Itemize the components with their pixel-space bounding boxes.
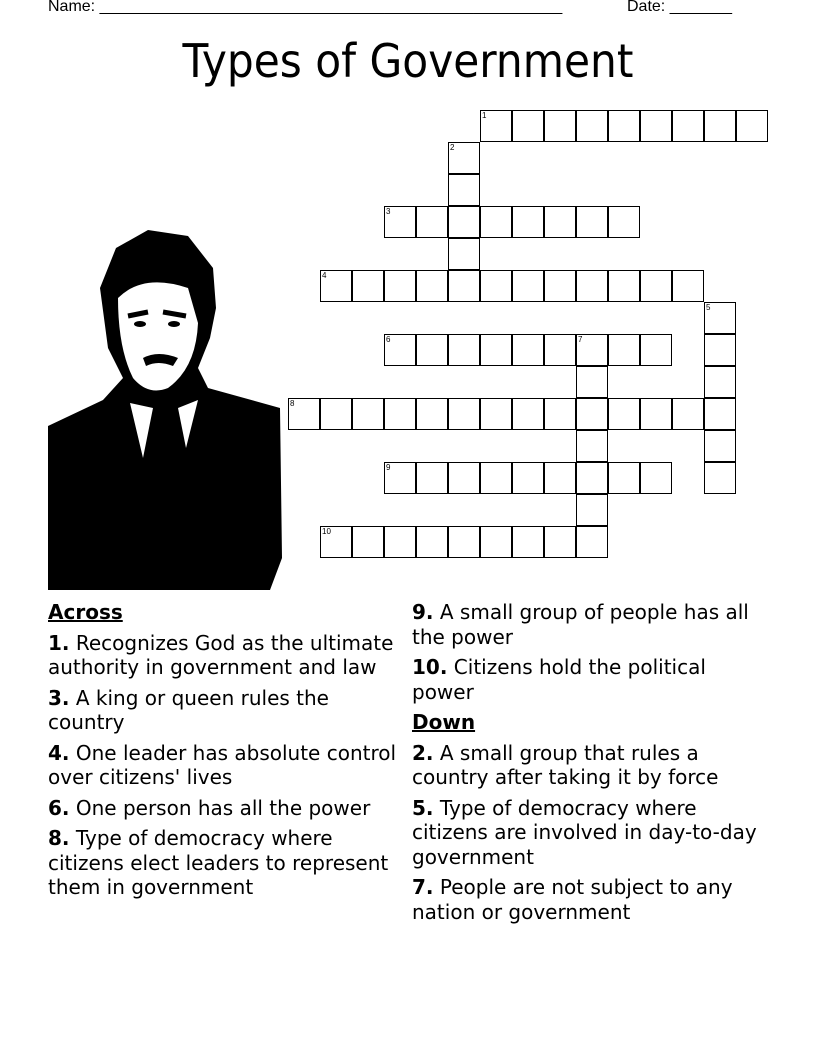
- crossword-cell[interactable]: [384, 462, 416, 494]
- crossword-cell[interactable]: [544, 334, 576, 366]
- date-field[interactable]: [627, 0, 732, 16]
- crossword-cell[interactable]: [448, 270, 480, 302]
- crossword-cell[interactable]: [576, 526, 608, 558]
- crossword-cell[interactable]: [448, 334, 480, 366]
- crossword-cell[interactable]: [320, 398, 352, 430]
- crossword-cell[interactable]: [576, 494, 608, 526]
- clue-num: 3.: [48, 685, 70, 710]
- crossword-cell[interactable]: [352, 526, 384, 558]
- crossword-cell[interactable]: [672, 110, 704, 142]
- crossword-cell[interactable]: [480, 462, 512, 494]
- clue-number: 5: [706, 303, 711, 312]
- clue-number: 2: [450, 143, 455, 152]
- clue-num: 10.: [412, 655, 448, 679]
- crossword-cell[interactable]: [416, 206, 448, 238]
- crossword-cell[interactable]: [512, 462, 544, 494]
- clue-item: [48, 686, 398, 735]
- crossword-cell[interactable]: [320, 270, 352, 302]
- crossword-cell[interactable]: [512, 526, 544, 558]
- crossword-cell[interactable]: [640, 462, 672, 494]
- clue-number: 6: [386, 335, 391, 344]
- crossword-cell[interactable]: [576, 398, 608, 430]
- crossword-cell[interactable]: [704, 398, 736, 430]
- crossword-cell[interactable]: [448, 398, 480, 430]
- crossword-cell[interactable]: [640, 110, 672, 142]
- clue-text: A small group that rules a country after taking it by force: [412, 740, 719, 789]
- crossword-cell[interactable]: [544, 206, 576, 238]
- crossword-cell[interactable]: [384, 270, 416, 302]
- crossword-cell[interactable]: [544, 270, 576, 302]
- crossword-cell[interactable]: [576, 366, 608, 398]
- crossword-cell[interactable]: [480, 334, 512, 366]
- crossword-cell[interactable]: [608, 398, 640, 430]
- crossword-cell[interactable]: [288, 398, 320, 430]
- clue-number: 9: [386, 463, 391, 472]
- portrait-image: [48, 228, 282, 590]
- clue-item: [48, 796, 398, 821]
- crossword-cell[interactable]: [672, 270, 704, 302]
- clue-number: 10: [322, 527, 331, 536]
- clue-num: 5.: [412, 795, 434, 820]
- clue-num: 2.: [412, 740, 434, 765]
- clue-text: Recognizes God as the ultimate authority in government and law: [48, 630, 394, 679]
- clue-number: 4: [322, 271, 327, 280]
- clue-text: One leader has absolute control over citizens' lives: [48, 740, 397, 789]
- clue-item: [412, 655, 762, 704]
- crossword-cell[interactable]: [448, 206, 480, 238]
- crossword-cell[interactable]: [544, 462, 576, 494]
- clue-item: [412, 741, 762, 790]
- clue-number: 7: [578, 335, 583, 344]
- crossword-cell[interactable]: [544, 110, 576, 142]
- crossword-cell[interactable]: [448, 462, 480, 494]
- crossword-cell[interactable]: [736, 110, 768, 142]
- crossword-cell[interactable]: [672, 398, 704, 430]
- crossword-cell[interactable]: [608, 334, 640, 366]
- crossword-cell[interactable]: [512, 110, 544, 142]
- crossword-cell[interactable]: [480, 270, 512, 302]
- crossword-cell[interactable]: [640, 398, 672, 430]
- crossword-cell[interactable]: [416, 270, 448, 302]
- clue-num: 1.: [48, 630, 70, 655]
- crossword-cell[interactable]: [704, 110, 736, 142]
- crossword-cell[interactable]: [576, 110, 608, 142]
- clue-item: [48, 631, 398, 680]
- clue-text: Type of democracy where citizens are involved in day-to-day government: [412, 795, 757, 869]
- clue-num: 9.: [412, 600, 434, 624]
- clue-text: Citizens hold the political power: [412, 655, 706, 704]
- clue-item: [412, 600, 762, 649]
- crossword-cell[interactable]: [512, 206, 544, 238]
- name-line[interactable]: ____________________________________________________: [99, 0, 563, 15]
- crossword-cell[interactable]: [608, 462, 640, 494]
- crossword-cell[interactable]: [704, 462, 736, 494]
- clue-num: 8.: [48, 826, 70, 850]
- crossword-cell[interactable]: [384, 206, 416, 238]
- crossword-cell[interactable]: [704, 302, 736, 334]
- crossword-cell[interactable]: [352, 270, 384, 302]
- crossword-cell[interactable]: [352, 398, 384, 430]
- crossword-cell[interactable]: [640, 270, 672, 302]
- clue-item: [412, 875, 762, 924]
- clue-text: Type of democracy where citizens elect leaders to represent them in government: [48, 826, 389, 899]
- crossword-cell[interactable]: [448, 174, 480, 206]
- crossword-cell[interactable]: [576, 270, 608, 302]
- crossword-cell[interactable]: [576, 334, 608, 366]
- date-line[interactable]: _______: [669, 0, 732, 15]
- across-clues: [48, 600, 398, 906]
- crossword-cell[interactable]: [320, 526, 352, 558]
- clue-item: [412, 796, 762, 870]
- clue-number: 3: [386, 207, 391, 216]
- crossword-cell[interactable]: [576, 206, 608, 238]
- crossword-cell[interactable]: [608, 270, 640, 302]
- clue-num: 7.: [412, 875, 434, 899]
- crossword-cell[interactable]: [480, 206, 512, 238]
- crossword-cell[interactable]: [608, 110, 640, 142]
- clue-item: [48, 826, 398, 900]
- crossword-cell[interactable]: [704, 334, 736, 366]
- crossword-cell[interactable]: [448, 142, 480, 174]
- across-heading: Across: [48, 600, 123, 624]
- down-heading: Down: [412, 710, 476, 734]
- crossword-cell[interactable]: [512, 270, 544, 302]
- clue-text: People are not subject to any nation or government: [412, 875, 733, 924]
- crossword-cell[interactable]: [512, 334, 544, 366]
- crossword-cell[interactable]: [416, 398, 448, 430]
- crossword-cell[interactable]: [544, 398, 576, 430]
- crossword-cell[interactable]: [640, 334, 672, 366]
- crossword-cell[interactable]: [480, 526, 512, 558]
- name-field[interactable]: [48, 0, 562, 16]
- clue-item: [48, 741, 398, 790]
- clue-text: One person has all the power: [75, 795, 371, 820]
- crossword-cell[interactable]: [416, 462, 448, 494]
- crossword-cell[interactable]: [416, 334, 448, 366]
- date-label: Date:: [627, 0, 666, 15]
- clue-num: 6.: [48, 795, 70, 820]
- across-clues-continued: [412, 600, 762, 930]
- crossword-cell[interactable]: [448, 526, 480, 558]
- crossword-cell[interactable]: [384, 398, 416, 430]
- crossword-cell[interactable]: [576, 462, 608, 494]
- clue-number: 1: [482, 111, 487, 120]
- crossword-cell[interactable]: [576, 430, 608, 462]
- crossword-cell[interactable]: [704, 430, 736, 462]
- crossword-cell[interactable]: [480, 398, 512, 430]
- name-label: Name:: [48, 0, 96, 15]
- crossword-cell[interactable]: [384, 526, 416, 558]
- crossword-cell[interactable]: [608, 206, 640, 238]
- crossword-cell[interactable]: [544, 526, 576, 558]
- crossword-cell[interactable]: [384, 334, 416, 366]
- crossword-cell[interactable]: [512, 398, 544, 430]
- clue-number: 8: [290, 399, 295, 408]
- clue-text: A small group of people has all the power: [412, 600, 749, 649]
- crossword-cell[interactable]: [416, 526, 448, 558]
- crossword-cell[interactable]: [448, 238, 480, 270]
- crossword-cell[interactable]: [704, 366, 736, 398]
- clue-num: 4.: [48, 740, 70, 765]
- page-title: Types of Government: [182, 34, 634, 88]
- clue-text: A king or queen rules the country: [48, 685, 329, 734]
- crossword-cell[interactable]: [480, 110, 512, 142]
